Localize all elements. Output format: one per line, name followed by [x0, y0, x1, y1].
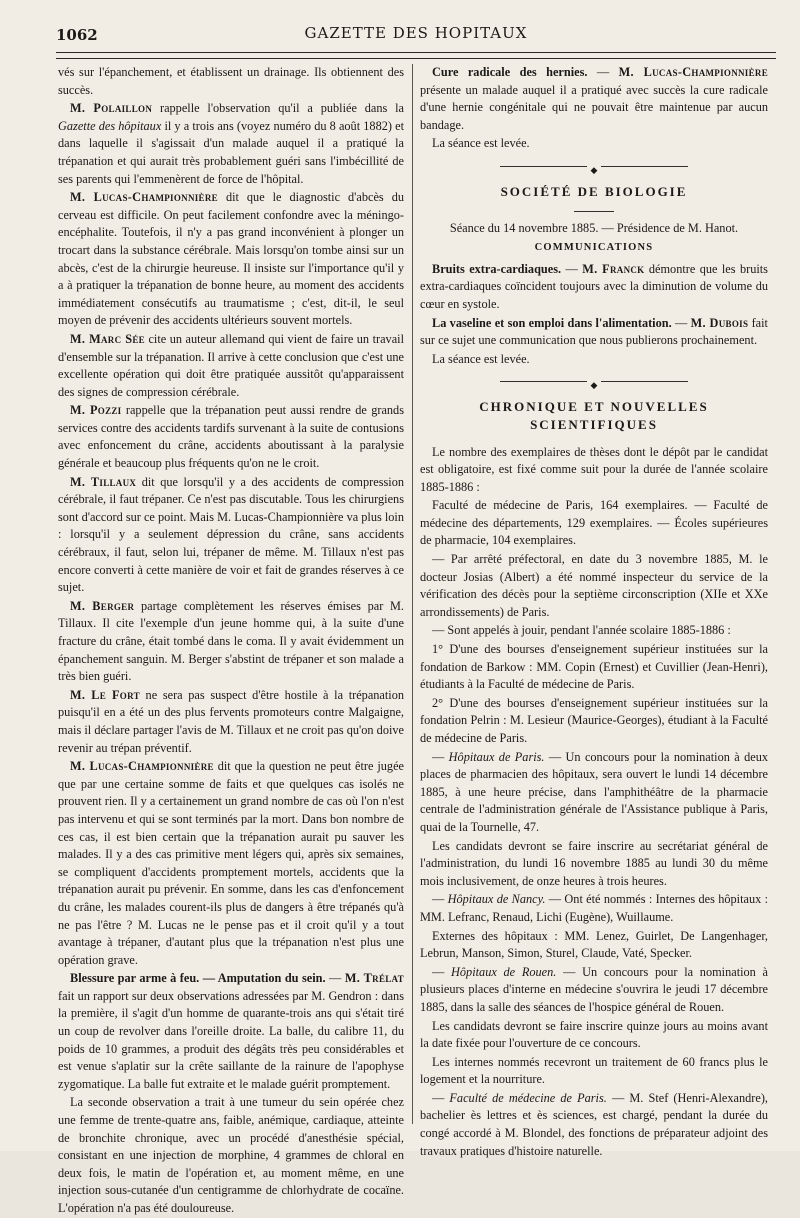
paragraph: 1° D'une des bourses d'enseignement supérieur instituées sur la fondation de Barkow : MM. Copin (Ernest) et Cuvillier (Jean-Henri), étudiants à la Faculté de médecine de Paris. [420, 642, 768, 692]
topic-title: Cure radicale des hernies. [432, 65, 588, 79]
paragraph: 2° D'une des bourses d'enseignement supérieur instituées sur la fondation Pelrin : M. Lesieur (Maurice-Georges), étudiant à la Faculté de médecine de Paris. [420, 695, 768, 745]
paragraph: M. Le Fort ne sera pas suspect d'être hostile à la trépanation puisqu'il en a été un des plus fervents promoteurs contre Malgaigne, mais il déclare partager l'avis de M. Tillaux et ne croit pas qu'on doive revenir au trépan préventif. [58, 687, 405, 755]
speaker-name: M. Tillaux [70, 474, 137, 489]
paragraph: La vaseline et son emploi dans l'alimentation. — M. Dubois fait sur ce sujet une communication que nous publierons prochainement. [420, 315, 768, 348]
journal-title: GAZETTE DES HOPITAUX [304, 24, 528, 42]
institution-name: Faculté de médecine de Paris. [449, 1090, 607, 1105]
institution-name: Hôpitaux de Nancy. [447, 892, 546, 907]
paragraph: Le nombre des exemplaires de thèses dont le dépôt par le candidat est obligatoire, est fixé comme suit pour la durée de l'année scolaire 1885-1886 : [420, 444, 768, 494]
paragraph: Les candidats devront se faire inscrire quinze jours au moins avant la date fixée pour l'ouverture de ce concours. [420, 1018, 768, 1051]
left-column [58, 64, 405, 1215]
paragraph: vés sur l'épanchement, et établissent un drainage. Ils obtiennent des succès. [58, 65, 404, 97]
paragraph: Bruits extra-cardiaques. — M. Franck démontre que les bruits extra-cardiaques coïncident toujours avec la diminution de volume du cœur en systole. [420, 261, 768, 311]
paragraph: Les internes nommés recevront un traitement de 60 francs plus le logement et la nourriture. [420, 1054, 768, 1087]
right-column [420, 64, 769, 1158]
speaker-name: M. Marc Sée [70, 331, 145, 346]
column-divider [412, 64, 413, 1124]
paragraph: La seconde observation a trait à une tumeur du sein opérée chez une femme de trente-quatre ans, faible, anémique, cardiaque, atteinte de bronchite chronique, avec un procédé d'anesthésie spécial, consistant en une injection de morphine, 4 grammes de chloral en deux fois, le matin de l'opération et, au moment même, en une injection sous-cutanée d'un centigramme de chlorhydrate de cocaïne. L'opération n'a pas été douloureuse. [58, 1095, 404, 1215]
paragraph: M. Lucas-Championnière dit que la question ne peut être jugée que par une certaine somme de faits et que quelques cas isolés ne prouvent rien. Il y a certainement un grand nombre de cas où l'on n'est pas intervenu et qui se sont terminés par la mort. Dans bon nombre de ces cas, il est bien certain que la trépanation aurait pu sauver les malades. Il y a des cas primitive ment légers qui, après six semaines, se compliquent d'accidents promptement mortels, accidents que la trépanation aurait pu prévenir. En somme, dans les cas d'enfoncement du crâne, les malades courent-ils plus de dangers à être trépanés qu'à ne pas l'être ? M. Lucas ne le pense pas et il croit qu'il y a tout avantage à trépaner, d'autant plus que la trépanation n'est plus une opération grave. [58, 759, 404, 967]
topic-title: La vaseline et son emploi dans l'alimentation. [432, 315, 672, 330]
paragraph: La séance est levée. [432, 136, 530, 151]
speaker-name: M. Le Fort [70, 687, 140, 702]
section-ornament: ◆ [420, 376, 768, 386]
speaker-name: M. Polaillon [70, 101, 153, 116]
short-rule [574, 211, 614, 212]
paragraph: Faculté de médecine de Paris, 164 exemplaires. — Faculté de médecine des départements, 129 exemplaires. — Écoles supérieures de pharmacie, 104 exemplaires. [420, 498, 768, 548]
paragraph: Les candidats devront se faire inscrire au secrétariat général de l'administration, du lundi 16 novembre 1885 au lundi 30 du même mois inclusivement, de onze heures à trois heures. [420, 838, 768, 888]
section-title-chronique: CHRONIQUE ET NOUVELLES SCIENTIFIQUES [479, 399, 709, 432]
topic-title: Bruits extra-cardiaques. [432, 261, 562, 276]
communications-heading: COMMUNICATIONS [534, 242, 654, 254]
institution-name: Hôpitaux de Rouen. [451, 964, 557, 979]
speaker-name: M. Lucas-Championnière [70, 190, 218, 205]
speaker-name: M. Lucas-Championnière [618, 65, 768, 79]
section-title-biologie: SOCIÉTÉ DE BIOLOGIE [500, 183, 688, 199]
paragraph: Blessure par arme à feu. — Amputation du sein. — M. Trélat fait un rapport sur deux observations adressées par M. Gendron : dans la première, il s'agit d'un homme de quarante-trois ans qui s'était tiré un coup de revolver dans l'oreille droite. La balle, du calibre 11, du poids de 10 grammes, a produit des dégâts très peu considérables et est venue s'aplatir sur la crête saillante de la rainure de l'apophyse zygomatique. La balle fut extraite et le malade guérit promptement. [58, 971, 404, 1091]
speaker-name: M. Pozzi [70, 403, 122, 418]
topic-title: Blessure par arme à feu. — Amputation du sein. [70, 971, 326, 986]
paragraph: — Hôpitaux de Rouen. — Un concours pour la nomination à plusieurs places d'interne en médecine s'ouvrira le jeudi 17 décembre 1885, dans la salle des séances de l'hospice général de Rouen. [420, 964, 769, 1014]
page-header [56, 20, 776, 50]
header-rule [56, 52, 776, 59]
paragraph: M. Lucas-Championnière dit que le diagnostic d'abcès du cerveau est difficile. On peut facilement confondre avec la méningo-encéphalite. Toutefois, il n'y a pas grand inconvénient à plonger un trocart dans la substance cérébrale. Mais lorsqu'on tombe ainsi sur un abcès, c'est de la chirurgie heureuse. Il insiste sur l'importance qu'il y a à pratiquer la trépanation de bonne heure, au moment des accidents immédiatement consécutifs au traumatisme ; c'est, dit-il, le seul moyen de prévenir des accidents ultérieurs souvent mortels. [58, 190, 404, 328]
speaker-name: M. Dubois [690, 315, 749, 330]
paragraph: M. Polaillon rappelle l'observation qu'il a publiée dans la Gazette des hôpitaux il y a trois ans (voyez numéro du 8 août 1882) et dans laquelle il s'agissait d'un malade auquel il a pratiqué la trépanation et qui aurait très probablement guéri sans l'imbécillité de ses parents qui l'emmenèrent de force de l'hôpital. [58, 101, 404, 186]
paragraph: — Hôpitaux de Nancy. — Ont été nommés : Internes des hôpitaux : MM. Lefranc, Renaud, Lichi (Eugène), Wuillaume. [420, 892, 768, 924]
journal-reference: Gazette des hôpitaux [58, 118, 162, 133]
paragraph: La séance est levée. [432, 351, 530, 366]
speaker-name: M. Berger [70, 598, 135, 613]
paragraph: — Faculté de médecine de Paris. — M. Stef (Henri-Alexandre), bachelier ès lettres et ès sciences, est chargé, pendant la durée du congé accordé à M. Blondel, des fonctions de préparateur adjoint des travaux pratiques d'histoire naturelle. [420, 1090, 768, 1158]
section-ornament: ◆ [420, 161, 768, 171]
paragraph: Cure radicale des hernies. — M. Lucas-Championnière présente un malade auquel il a pratiqué avec succès la cure radicale d'une hernie congénitale qui ne pouvait être maintenue par aucun bandage. [420, 65, 768, 132]
paragraph: Externes des hôpitaux : MM. Lenez, Guirlet, De Langenhager, Lebrun, Manson, Simon, Sturel, Claude, Vaté, Specker. [420, 928, 768, 961]
page-number: 1062 [56, 26, 98, 44]
paragraph: M. Marc Sée cite un auteur allemand qui vient de faire un travail d'ensemble sur la trépanation. Il arrive à cette conclusion que c'est une excellente opération qui doit être pratiquée aussitôt qu'apparaissent des signes de compression cérébrale. [58, 331, 404, 399]
paragraph: — Sont appelés à jouir, pendant l'année scolaire 1885-1886 : [432, 623, 731, 638]
speaker-name: M. Trélat [344, 971, 404, 986]
paragraph: M. Tillaux dit que lorsqu'il y a des accidents de compression cérébrale, il faut trépaner. Ce n'est pas discutable. Tous les chirurgiens sont d'accord sur ce point. Mais M. Lucas-Championnière va plus loin : lorsqu'il y a seulement dépression du crâne, sans accidents cérébraux, il faut, selon lui, trépaner de même. M. Tillaux n'est pas encore converti à cette manière de voir et fait de grandes réserves à ce sujet. [58, 474, 404, 595]
institution-name: Hôpitaux de Paris. [448, 749, 545, 764]
paragraph: M. Berger partage complètement les réserves émises par M. Tillaux. Il cite l'exemple d'un jeune homme qui, à la suite d'une fracture du crâne, était tombé dans le coma. Il y avait évidemment un épanchement sanguin. M. Berger s'abstint de trépaner et son malade a très bien guéri. [58, 598, 404, 684]
speaker-name: M. Lucas-Championnière [70, 759, 214, 774]
paragraph: — Hôpitaux de Paris. — Un concours pour la nomination à deux places de pharmacien des hôpitaux, sera ouvert le lundi 14 décembre 1885, à une heure précise, dans l'amphithéâtre de la pharmacie centrale de l'administration générale de l'Assistance publique à Paris, quai de la Tournelle, 47. [420, 749, 768, 834]
paragraph: — Par arrêté préfectoral, en date du 3 novembre 1885, M. le docteur Josias (Albert) a été nommé inspecteur du service de la vérification des décès pour la septième circonscription (XIIe et XXe arrondissements) de Paris. [420, 552, 768, 619]
session-line: Séance du 14 novembre 1885. — Présidence de M. Hanot. [449, 220, 739, 235]
speaker-name: M. Franck [582, 261, 645, 276]
paragraph: M. Pozzi rappelle que la trépanation peut aussi rendre de grands services contre des accidents tardifs survenant à la suite de contusions avec enfoncement du crâne, accidents aboutissant à la paralysie générale et beaucoup plus fréquents qu'on ne le croit. [58, 403, 404, 471]
